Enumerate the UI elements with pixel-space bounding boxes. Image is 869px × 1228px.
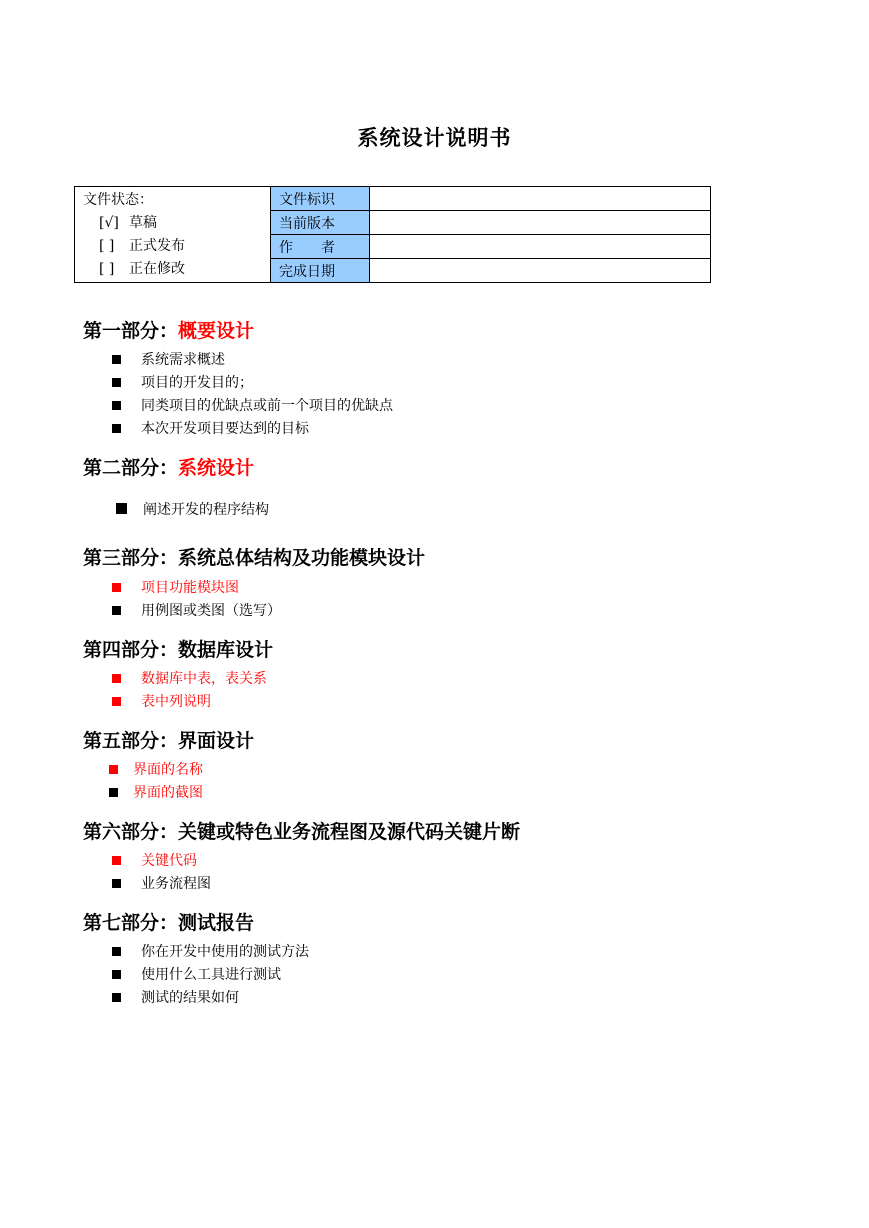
section-list-6 [112, 850, 211, 896]
section-title: 系统设计 [178, 457, 255, 479]
square-bullet-icon [112, 993, 121, 1002]
list-item: 使用什么工具进行测试 [112, 964, 309, 987]
section-title: 概要设计 [178, 320, 255, 342]
square-bullet-icon [112, 424, 121, 433]
section-prefix: 第五部分： [83, 730, 179, 752]
field-value-file-id[interactable] [370, 187, 711, 211]
section-list-5 [109, 759, 203, 805]
field-value-date[interactable] [370, 259, 711, 283]
section-prefix: 第三部分： [83, 547, 179, 569]
square-bullet-icon [112, 856, 121, 865]
checkbox-empty: [ ] [99, 238, 115, 254]
field-label-file-id: 文件标识 [271, 187, 370, 211]
list-item: 本次开发项目要达到的目标 [112, 418, 393, 441]
section-list-1 [112, 349, 393, 441]
status-option-label: 草稿 [129, 215, 157, 231]
section-list-2 [116, 499, 269, 522]
field-value-version[interactable] [370, 211, 711, 235]
section-title: 界面设计 [178, 730, 255, 752]
list-item: 业务流程图 [112, 873, 211, 896]
status-option-draft[interactable] [83, 212, 270, 235]
field-label-date: 完成日期 [271, 259, 370, 283]
square-bullet-icon [112, 401, 121, 410]
square-bullet-icon [112, 879, 121, 888]
square-bullet-icon [112, 606, 121, 615]
section-prefix: 第二部分： [83, 457, 179, 479]
list-item: 数据库中表，表关系 [112, 668, 267, 691]
section-title: 测试报告 [178, 912, 255, 934]
section-heading-4 [83, 635, 273, 662]
section-title: 关键或特色业务流程图及源代码关键片断 [178, 821, 521, 843]
status-option-revising[interactable] [83, 258, 270, 281]
list-item: 项目功能模块图 [112, 577, 281, 600]
status-option-label: 正式发布 [129, 238, 185, 254]
section-list-7 [112, 941, 309, 1010]
list-item: 同类项目的优缺点或前一个项目的优缺点 [112, 395, 393, 418]
square-bullet-icon [112, 378, 121, 387]
square-bullet-icon [112, 947, 121, 956]
square-bullet-icon [112, 583, 121, 592]
section-prefix: 第一部分： [83, 320, 179, 342]
square-bullet-icon [116, 503, 127, 514]
status-option-label: 正在修改 [129, 261, 185, 277]
section-prefix: 第七部分： [83, 912, 179, 934]
square-bullet-icon [109, 788, 118, 797]
list-item: 界面的名称 [109, 759, 203, 782]
square-bullet-icon [112, 355, 121, 364]
list-item: 表中列说明 [112, 691, 267, 714]
section-heading-5 [83, 726, 254, 753]
status-option-released[interactable] [83, 235, 270, 258]
section-prefix: 第六部分： [83, 821, 179, 843]
list-item: 系统需求概述 [112, 349, 393, 372]
list-item: 用例图或类图（选写） [112, 600, 281, 623]
section-heading-1 [83, 316, 254, 343]
list-item: 你在开发中使用的测试方法 [112, 941, 309, 964]
checkbox-checked: [√] [99, 215, 119, 231]
section-heading-6 [83, 817, 520, 844]
section-heading-3 [83, 543, 425, 570]
list-item: 阐述开发的程序结构 [116, 499, 269, 522]
document-info-table [74, 186, 711, 283]
list-item: 测试的结果如何 [112, 987, 309, 1010]
document-title: 系统设计说明书 [357, 126, 512, 150]
square-bullet-icon [109, 765, 118, 774]
square-bullet-icon [112, 697, 121, 706]
list-item: 界面的截图 [109, 782, 203, 805]
file-status-label: 文件状态： [83, 192, 153, 208]
section-list-3 [112, 577, 281, 623]
section-prefix: 第四部分： [83, 639, 179, 661]
file-status-cell [75, 187, 271, 283]
field-label-author: 作 者 [271, 235, 370, 259]
section-list-4 [112, 668, 267, 714]
section-title: 系统总体结构及功能模块设计 [178, 547, 426, 569]
section-title: 数据库设计 [178, 639, 274, 661]
square-bullet-icon [112, 970, 121, 979]
square-bullet-icon [112, 674, 121, 683]
list-item: 关键代码 [112, 850, 211, 873]
checkbox-empty: [ ] [99, 261, 115, 277]
section-heading-2 [83, 453, 254, 480]
field-value-author[interactable] [370, 235, 711, 259]
field-label-version: 当前版本 [271, 211, 370, 235]
list-item: 项目的开发目的； [112, 372, 393, 395]
section-heading-7 [83, 908, 254, 935]
